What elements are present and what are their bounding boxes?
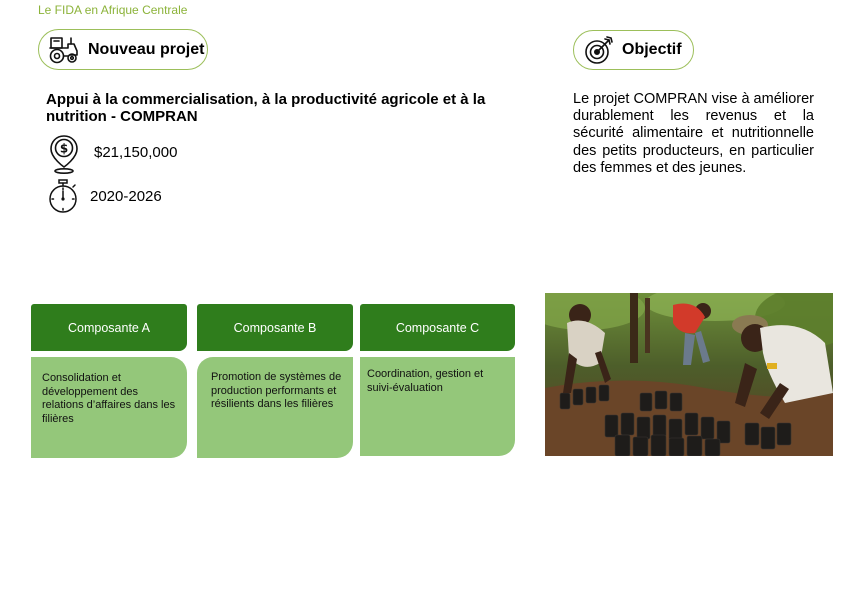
project-amount: $21,150,000 — [94, 144, 178, 161]
new-project-label: Nouveau projet — [88, 40, 205, 58]
project-period: 2020-2026 — [90, 188, 162, 205]
component-c-description: Coordination, gestion et suivi-évaluation — [360, 357, 515, 456]
tractor-icon — [48, 35, 80, 65]
target-icon — [584, 35, 614, 65]
component-b-header: Composante B — [197, 304, 353, 351]
new-project-pill — [38, 29, 208, 70]
objective-pill — [573, 30, 694, 70]
money-pin-icon — [49, 134, 79, 174]
farmers-nursery-photo — [545, 293, 833, 456]
component-b-description: Promotion de systèmes de production performants et résilients dans les filières — [197, 357, 353, 458]
component-c-header: Composante C — [360, 304, 515, 351]
component-a-header: Composante A — [31, 304, 187, 351]
component-a-description: Consolidation et développement des relations d’affaires dans les filières — [31, 357, 187, 458]
header-label: Le FIDA en Afrique Centrale — [38, 3, 188, 17]
objective-label: Objectif — [622, 41, 682, 58]
svg-text:$: $ — [59, 141, 69, 156]
objective-description: Le projet COMPRAN vise à améliorer durablement les revenus et la sécurité alimentaire et nutritionnelle des petits producteurs, en particulier des femmes et des jeunes. — [573, 91, 814, 176]
stopwatch-icon — [46, 178, 80, 216]
project-title: Appui à la commercialisation, à la productivité agricole et à la nutrition - COMPRAN — [46, 91, 486, 125]
